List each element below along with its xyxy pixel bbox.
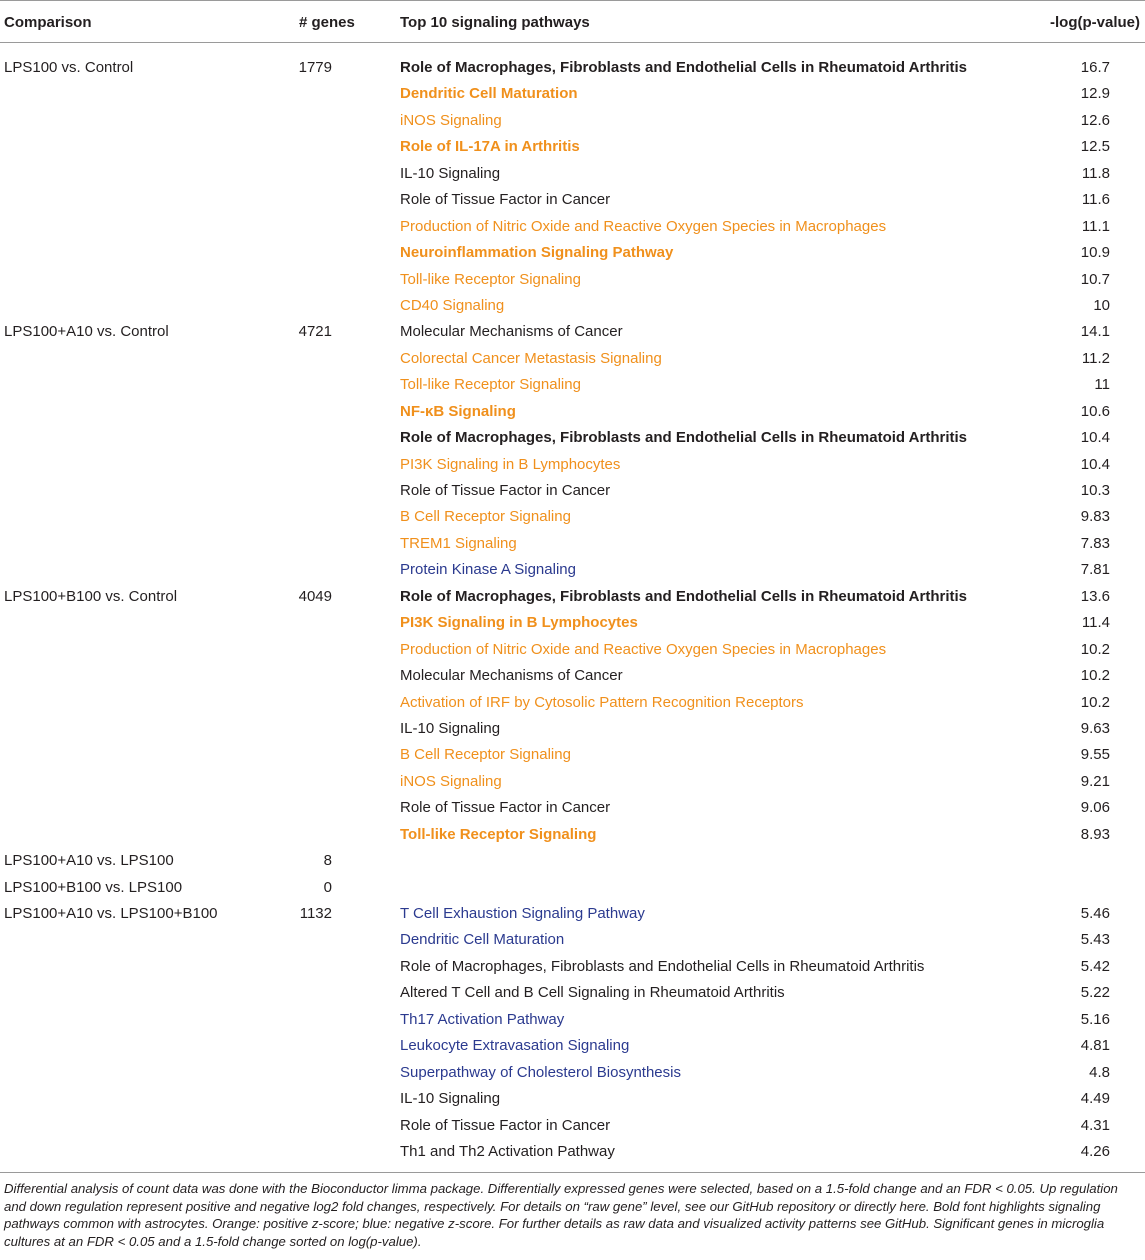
table-row: [0, 1138, 1145, 1164]
table-row: [0, 266, 1145, 292]
pathway-cell: B Cell Receptor Signaling: [400, 746, 571, 764]
genes-cell: 1132: [299, 905, 332, 922]
pathway-cell: Role of Tissue Factor in Cancer: [400, 799, 611, 817]
logp-cell: 9.06: [1080, 799, 1110, 817]
table-row: [0, 1112, 1145, 1138]
logp-cell: 10.4: [1080, 429, 1110, 447]
logp-cell: 5.42: [1080, 957, 1110, 975]
comparison-cell: LPS100 vs. Control: [4, 59, 134, 76]
pathway-cell: Activation of IRF by Cytosolic Pattern Recognition Receptors: [400, 693, 804, 711]
logp-cell: 16.7: [1080, 59, 1110, 76]
logp-cell: 4.26: [1080, 1142, 1110, 1160]
pathway-cell: Th1 and Th2 Activation Pathway: [400, 1142, 615, 1160]
comparison-cell: LPS100+A10 vs. LPS100: [4, 852, 174, 870]
logp-cell: 9.55: [1080, 746, 1110, 764]
pathway-cell: Role of Macrophages, Fibroblasts and Endothelial Cells in Rheumatoid Arthritis: [400, 429, 968, 447]
pathway-cell: Altered T Cell and B Cell Signaling in Rheumatoid Arthritis: [400, 984, 785, 1002]
table-row: [0, 926, 1145, 952]
logp-cell: 11.4: [1081, 614, 1110, 632]
pathway-cell: Molecular Mechanisms of Cancer: [400, 323, 623, 341]
table-row: [0, 741, 1145, 767]
table-row: [0, 530, 1145, 556]
pathway-cell: IL-10 Signaling: [400, 1090, 501, 1108]
pathway-cell: B Cell Receptor Signaling: [400, 508, 571, 526]
table-row: [0, 1059, 1145, 1085]
logp-cell: 10: [1093, 296, 1110, 314]
logp-cell: 11: [1094, 376, 1110, 394]
pathway-cell: CD40 Signaling: [400, 296, 505, 314]
logp-cell: 10.7: [1080, 270, 1110, 288]
pathway-cell: Colorectal Cancer Metastasis Signaling: [400, 349, 662, 367]
table-row: [0, 1085, 1145, 1111]
logp-cell: 10.3: [1080, 482, 1110, 499]
pathway-cell: PI3K Signaling in B Lymphocytes: [400, 614, 638, 632]
header-genes: # genes: [299, 14, 355, 31]
pathway-cell: Protein Kinase A Signaling: [400, 561, 576, 579]
genes-cell: 1779: [298, 59, 332, 76]
logp-cell: 12.5: [1080, 138, 1110, 156]
table-row: [0, 900, 1145, 926]
pathway-cell: PI3K Signaling in B Lymphocytes: [400, 455, 621, 473]
genes-cell: 8: [323, 852, 332, 870]
logp-cell: 7.83: [1080, 534, 1110, 552]
table-row: [0, 662, 1145, 688]
logp-cell: 10.6: [1080, 402, 1110, 420]
header-logp: -log(p-value): [1050, 14, 1140, 31]
pathway-cell: TREM1 Signaling: [400, 534, 517, 552]
table-row: [0, 54, 1145, 80]
table-row: [0, 107, 1145, 133]
pathway-cell: Role of Macrophages, Fibroblasts and Endothelial Cells in Rheumatoid Arthritis: [400, 957, 925, 975]
table-row: [0, 239, 1145, 265]
table-row: [0, 160, 1145, 186]
table-row: [0, 583, 1145, 609]
logp-cell: 4.49: [1080, 1090, 1110, 1108]
table-row: [0, 213, 1145, 239]
pathway-cell: Role of Macrophages, Fibroblasts and Endothelial Cells in Rheumatoid Arthritis: [400, 587, 968, 605]
pathway-cell: Role of Macrophages, Fibroblasts and Endothelial Cells in Rheumatoid Arthritis: [400, 59, 968, 76]
comparison-cell: LPS100+A10 vs. Control: [4, 323, 169, 341]
table-row: [0, 556, 1145, 582]
logp-cell: 5.43: [1080, 931, 1110, 949]
logp-cell: 5.22: [1080, 984, 1110, 1002]
logp-cell: 13.6: [1080, 587, 1110, 605]
pathway-cell: iNOS Signaling: [400, 111, 502, 129]
footer-rule: [0, 1172, 1145, 1173]
table-row: [0, 715, 1145, 741]
comparison-cell: LPS100+A10 vs. LPS100+B100: [4, 905, 218, 922]
logp-cell: 12.6: [1080, 111, 1110, 129]
pathway-cell: Molecular Mechanisms of Cancer: [400, 667, 623, 685]
logp-cell: 4.81: [1080, 1037, 1110, 1055]
table-row: [0, 979, 1145, 1005]
pathway-cell: Toll-like Receptor Signaling: [400, 376, 581, 394]
pathway-cell: Production of Nitric Oxide and Reactive Oxygen Species in Macrophages: [400, 217, 887, 235]
logp-cell: 5.16: [1080, 1010, 1110, 1028]
comparison-cell: LPS100+B100 vs. LPS100: [4, 878, 183, 896]
logp-cell: 14.1: [1080, 323, 1110, 341]
logp-cell: 10.2: [1080, 693, 1110, 711]
table-row: [0, 345, 1145, 371]
logp-cell: 11.1: [1081, 217, 1110, 235]
table-row: [0, 847, 1145, 873]
pathway-cell: IL-10 Signaling: [400, 719, 501, 737]
pathway-cell: Th17 Activation Pathway: [400, 1010, 565, 1028]
genes-cell: 4721: [298, 323, 332, 341]
header-pathways: Top 10 signaling pathways: [400, 14, 590, 31]
table-row: [0, 768, 1145, 794]
comparison-cell: LPS100+B100 vs. Control: [4, 587, 178, 605]
table-row: [0, 794, 1145, 820]
table-row: [0, 636, 1145, 662]
table-row: [0, 80, 1145, 106]
table-row: [0, 477, 1145, 503]
pathway-cell: Role of Tissue Factor in Cancer: [400, 482, 611, 499]
pathway-cell: Leukocyte Extravasation Signaling: [400, 1037, 630, 1055]
pathway-cell: Role of Tissue Factor in Cancer: [400, 191, 611, 209]
logp-cell: 8.93: [1080, 825, 1110, 843]
pathway-cell: Toll-like Receptor Signaling: [400, 825, 597, 843]
table-row: [0, 1032, 1145, 1058]
table-row: [0, 609, 1145, 635]
table-row: [0, 821, 1145, 847]
logp-cell: 10.2: [1080, 667, 1110, 685]
pathway-cell: Superpathway of Cholesterol Biosynthesis: [400, 1063, 681, 1081]
pathway-cell: Production of Nitric Oxide and Reactive Oxygen Species in Macrophages: [400, 640, 887, 658]
table-row: [0, 133, 1145, 159]
table-row: [0, 874, 1145, 900]
table-row: [0, 953, 1145, 979]
header-comparison: Comparison: [4, 14, 92, 31]
table-row: [0, 318, 1145, 344]
pathway-cell: IL-10 Signaling: [400, 164, 501, 182]
table-row: [0, 371, 1145, 397]
table-row: [0, 503, 1145, 529]
table-footnote: Differential analysis of count data was done with the Bioconductor limma package. Differentially expressed genes were selected, based on a 1.5-fold change and an FDR < 0.05. Up regulation and down regulation represent positive and negative log2 fold changes, respectively. For details on “raw gene” level, see our GitHub repository or directly here. Bold font highlights signaling pathways common with astrocytes. Orange: positive z-score; blue: negative z-score. For further details as raw data and visualized activity patterns see GitHub. Significant genes in microglia cultures at an FDR < 0.05 and a 1.5-fold change sorted on log(p-value).: [4, 1181, 1118, 1249]
table-header: [0, 0, 1145, 43]
logp-cell: 9.21: [1080, 772, 1110, 790]
pathway-cell: Role of Tissue Factor in Cancer: [400, 1116, 611, 1134]
table-row: [0, 292, 1145, 318]
logp-cell: 7.81: [1080, 561, 1110, 579]
pathway-cell: T Cell Exhaustion Signaling Pathway: [400, 905, 645, 922]
genes-cell: 4049: [298, 587, 332, 605]
logp-cell: 10.9: [1080, 244, 1110, 262]
table-row: [0, 689, 1145, 715]
table-body: [0, 43, 1145, 1164]
logp-cell: 11.8: [1081, 164, 1110, 182]
pathway-cell: Role of IL-17A in Arthritis: [400, 138, 580, 156]
logp-cell: 10.4: [1080, 455, 1110, 473]
table-row: [0, 424, 1145, 450]
genes-cell: 0: [323, 878, 332, 896]
pathway-cell: NF-κB Signaling: [400, 402, 516, 420]
logp-cell: 4.8: [1089, 1063, 1110, 1081]
logp-cell: 11.6: [1081, 191, 1110, 209]
table-row: [0, 451, 1145, 477]
pathway-cell: Dendritic Cell Maturation: [400, 85, 578, 103]
logp-cell: 10.2: [1080, 640, 1110, 658]
logp-cell: 9.63: [1080, 719, 1110, 737]
logp-cell: 5.46: [1080, 905, 1110, 922]
logp-cell: 11.2: [1081, 349, 1110, 367]
table-row: [0, 1006, 1145, 1032]
pathway-cell: Neuroinflammation Signaling Pathway: [400, 244, 674, 262]
table-row: [0, 398, 1145, 424]
logp-cell: 12.9: [1080, 85, 1110, 103]
pathway-cell: Toll-like Receptor Signaling: [400, 270, 581, 288]
table-row: [0, 186, 1145, 212]
logp-cell: 9.83: [1080, 508, 1110, 526]
pathway-cell: iNOS Signaling: [400, 772, 502, 790]
logp-cell: 4.31: [1080, 1116, 1110, 1134]
pathway-cell: Dendritic Cell Maturation: [400, 931, 565, 949]
